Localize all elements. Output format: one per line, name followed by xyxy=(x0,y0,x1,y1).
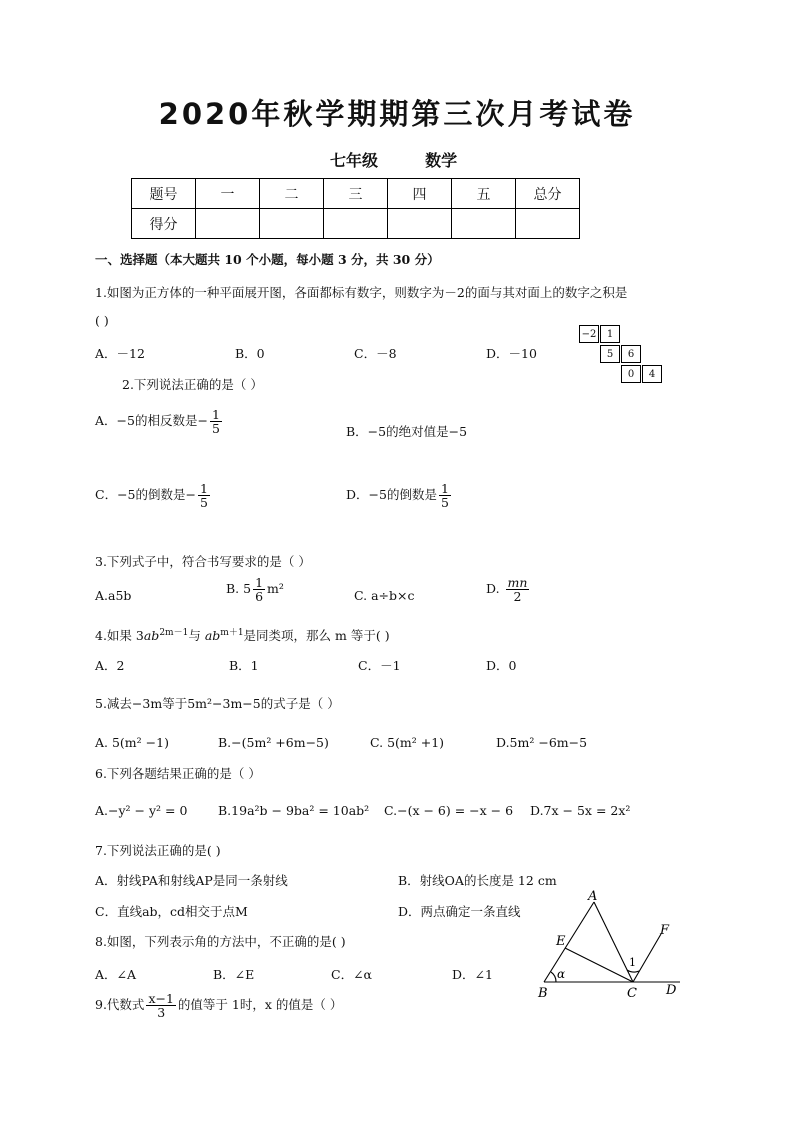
stem-text: 9.代数式 xyxy=(95,997,145,1013)
score-cell[interactable] xyxy=(196,209,260,239)
score-cell[interactable] xyxy=(388,209,452,239)
q7-stem: 7.下列说法正确的是( ) xyxy=(95,843,221,858)
q1-paren: ( ) xyxy=(95,313,109,328)
q2-option-d[interactable] xyxy=(346,482,453,509)
exponent: m＋1 xyxy=(220,628,244,638)
numerator: x−1 xyxy=(148,991,174,1006)
q9-stem xyxy=(95,992,342,1019)
q3-stem: 3.下列式子中，符合书写要求的是（ ） xyxy=(95,554,311,569)
option-text: A．−5的相反数是− xyxy=(95,413,208,429)
net-cell: 5 xyxy=(600,345,620,363)
score-table xyxy=(131,178,580,239)
fraction xyxy=(506,576,530,603)
q1-option-c[interactable]: C．－8 xyxy=(354,346,397,361)
q5-stem: 5.减去−3m等于5m²−3m−5的式子是（ ） xyxy=(95,696,340,711)
numerator: mn xyxy=(507,575,528,590)
score-row-label: 得分 xyxy=(132,209,196,239)
q8-option-a[interactable]: A．∠A xyxy=(95,967,137,982)
table-header-cell: 一 xyxy=(196,179,260,209)
q8-stem: 8.如图，下列表示角的方法中，不正确的是( ) xyxy=(95,934,346,949)
net-cell: 4 xyxy=(642,365,662,383)
score-table-score-row xyxy=(132,209,580,239)
q8-option-d[interactable]: D．∠1 xyxy=(452,967,493,982)
table-header-cell: 总分 xyxy=(516,179,580,209)
exponent: 2m－1 xyxy=(159,628,189,638)
option-text: B. 5 xyxy=(226,581,252,597)
numerator: 1 xyxy=(211,407,220,422)
table-header-cell: 三 xyxy=(324,179,388,209)
score-cell[interactable] xyxy=(260,209,324,239)
label-a: A xyxy=(588,889,598,904)
term: ab xyxy=(204,628,221,644)
denominator: 5 xyxy=(199,495,208,511)
q6-option-a[interactable]: A.−y² − y² = 0 xyxy=(95,803,188,818)
q7-option-d[interactable]: D．两点确定一条直线 xyxy=(398,904,521,919)
q8-option-c[interactable]: C．∠α xyxy=(331,967,372,982)
q2-option-a[interactable] xyxy=(95,408,224,435)
net-cell: 1 xyxy=(600,325,620,343)
fraction xyxy=(146,992,175,1019)
table-header-cell: 四 xyxy=(388,179,452,209)
q4-option-d[interactable]: D．0 xyxy=(486,658,517,673)
score-cell[interactable] xyxy=(452,209,516,239)
q7-option-c[interactable]: C．直线ab，cd相交于点M xyxy=(95,904,248,919)
stem-text: 4.如果 3 xyxy=(95,628,144,644)
fraction xyxy=(198,482,210,509)
fraction xyxy=(253,576,265,603)
option-text: C．−5的倒数是− xyxy=(95,487,196,503)
numerator: 1 xyxy=(255,575,264,590)
table-header-cell: 五 xyxy=(452,179,516,209)
q4-option-c[interactable]: C．－1 xyxy=(358,658,401,673)
denominator: 6 xyxy=(255,589,264,605)
table-header-cell: 题号 xyxy=(132,179,196,209)
q5-option-b[interactable]: B.−(5m² +6m−5) xyxy=(218,735,329,750)
q1-stem: 1.如图为正方体的一种平面展开图，各面都标有数字，则数字为－2的面与其对面上的数字之积是 xyxy=(95,285,628,300)
denominator: 5 xyxy=(440,495,449,511)
section-heading: 一、选择题（本大题共 10 个小题，每小题 3 分，共 30 分） xyxy=(95,252,440,267)
score-table-header-row xyxy=(132,179,580,209)
numerator: 1 xyxy=(199,481,208,496)
q8-option-b[interactable]: B．∠E xyxy=(213,967,255,982)
q3-option-a[interactable]: A.a5b xyxy=(95,588,132,603)
q6-option-d[interactable]: D.7x − 5x = 2x² xyxy=(530,803,631,818)
term: ab xyxy=(143,628,160,644)
net-cell: −2 xyxy=(579,325,599,343)
q5-option-a[interactable]: A. 5(m² −1) xyxy=(95,735,169,750)
fraction xyxy=(210,408,222,435)
stem-text: 与 xyxy=(188,628,205,644)
page-title: 2020年秋学期期第三次月考试卷 xyxy=(158,97,636,131)
label-c: C xyxy=(627,986,637,1001)
label-e: E xyxy=(556,934,566,949)
subtitle xyxy=(330,148,457,171)
q3-option-b[interactable] xyxy=(226,576,284,603)
line-ec xyxy=(565,948,633,982)
score-cell[interactable] xyxy=(324,209,388,239)
q3-option-d[interactable] xyxy=(486,576,531,603)
q7-option-b[interactable]: B．射线OA的长度是 12 cm xyxy=(398,873,557,888)
q1-option-d[interactable]: D．－10 xyxy=(486,346,537,361)
angle-figure xyxy=(530,888,690,1003)
angle-alpha-arc xyxy=(551,972,556,982)
q4-option-b[interactable]: B．1 xyxy=(229,658,259,673)
label-b: B xyxy=(538,986,548,1001)
angle-one-arc xyxy=(627,970,639,972)
denominator: 5 xyxy=(211,421,220,437)
q7-option-a[interactable]: A．射线PA和射线AP是同一条射线 xyxy=(95,873,288,888)
label-one: 1 xyxy=(629,956,636,969)
score-cell[interactable] xyxy=(516,209,580,239)
grade-label: 七年级 xyxy=(330,151,379,170)
q2-option-c[interactable] xyxy=(95,482,212,509)
option-text: D．−5的倒数是 xyxy=(346,487,437,503)
numerator: 1 xyxy=(440,481,449,496)
net-cell: 0 xyxy=(621,365,641,383)
label-f: F xyxy=(660,923,670,938)
q5-option-d[interactable]: D.5m² −6m−5 xyxy=(496,735,588,750)
option-text: D. xyxy=(486,581,500,597)
stem-text: 的值等于 1时，x 的值是（ ） xyxy=(177,997,343,1013)
q1-option-a[interactable]: A．－12 xyxy=(95,346,145,361)
q6-stem: 6.下列各题结果正确的是（ ） xyxy=(95,766,261,781)
q1-option-b[interactable]: B．0 xyxy=(235,346,265,361)
label-d: D xyxy=(666,983,677,998)
q5-option-c[interactable]: C. 5(m² +1) xyxy=(370,735,445,750)
net-cell: 6 xyxy=(621,345,641,363)
subject-label: 数学 xyxy=(425,151,458,170)
denominator: 3 xyxy=(157,1005,166,1021)
q4-option-a[interactable]: A．2 xyxy=(95,658,125,673)
stem-text: 是同类项，那么 m 等于( ) xyxy=(243,628,390,644)
q2-option-b[interactable]: B．−5的绝对值是−5 xyxy=(346,424,468,439)
q2-stem: 2.下列说法正确的是（ ） xyxy=(122,377,263,392)
table-header-cell: 二 xyxy=(260,179,324,209)
q6-option-c[interactable]: C.−(x − 6) = −x − 6 xyxy=(384,803,514,818)
fraction xyxy=(439,482,451,509)
denominator: 2 xyxy=(513,589,522,605)
q6-option-b[interactable]: B.19a²b − 9ba² = 10ab² xyxy=(218,803,370,818)
line-cf xyxy=(633,934,661,982)
line-ba xyxy=(544,902,594,982)
q4-stem xyxy=(95,625,390,644)
label-alpha: α xyxy=(557,967,566,981)
q3-option-c[interactable]: C. a÷b×c xyxy=(354,588,415,603)
option-text: m² xyxy=(267,581,284,597)
